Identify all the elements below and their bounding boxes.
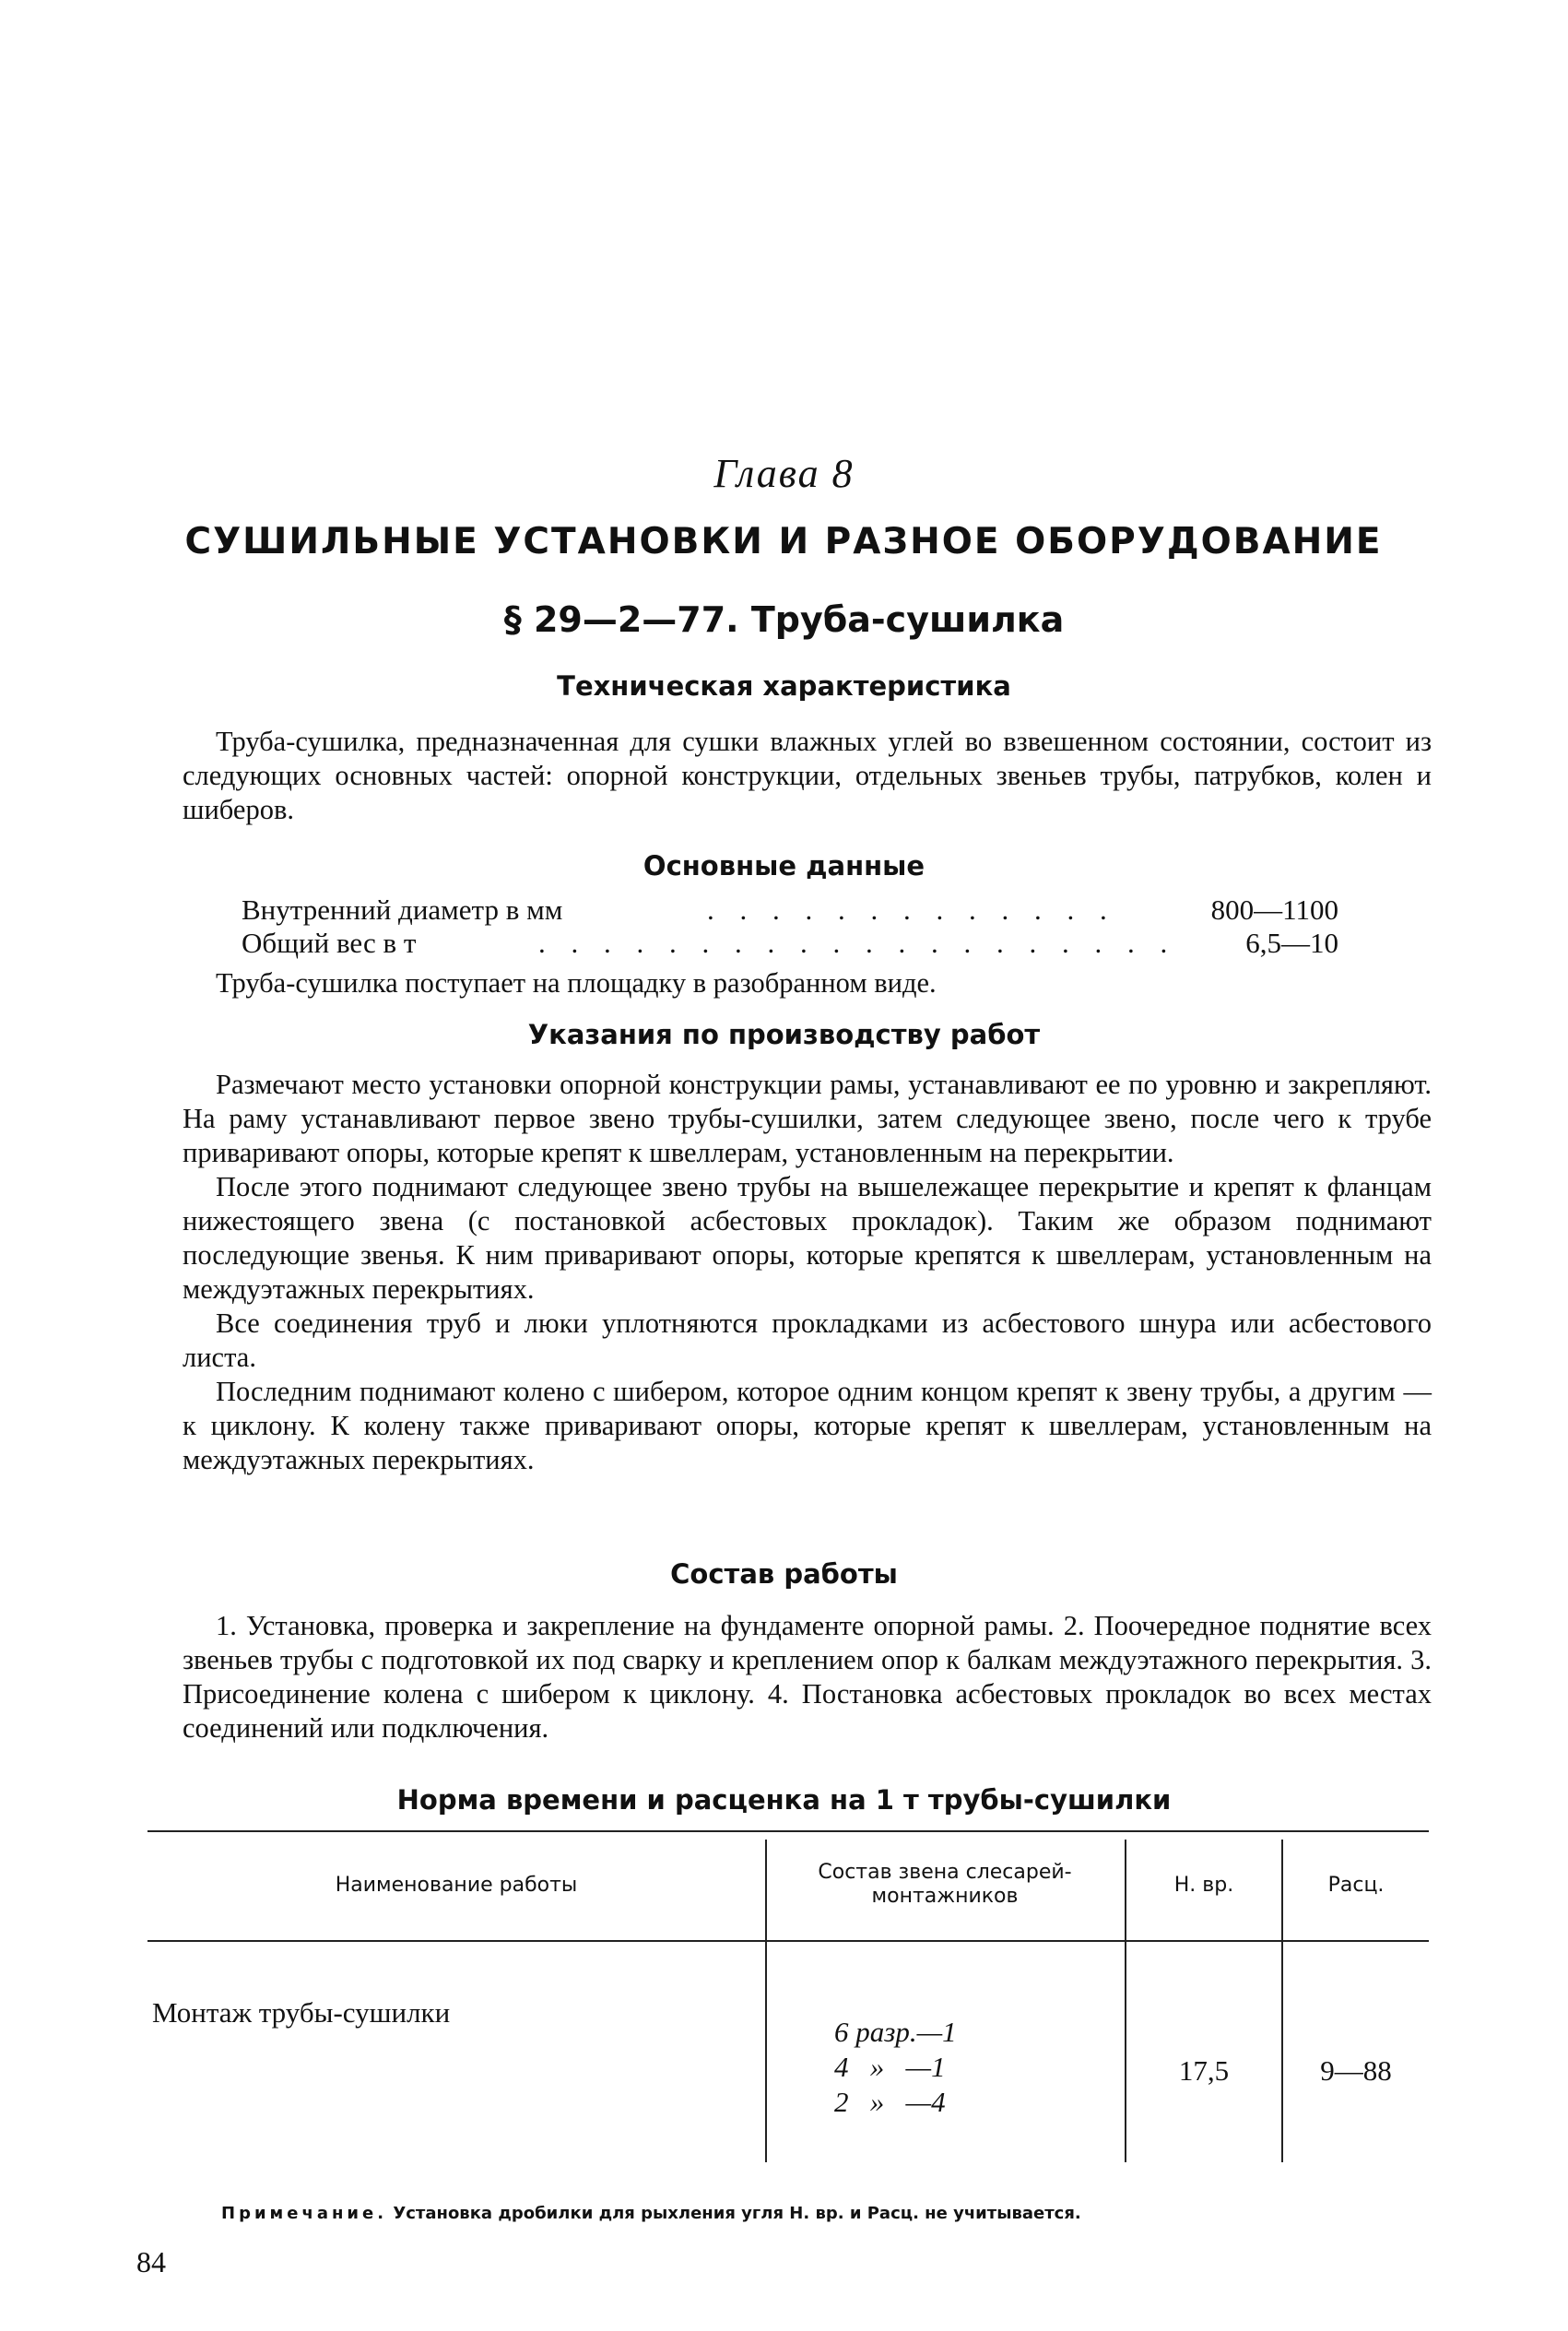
delivery-paragraph: [183, 966, 1432, 1000]
table-header-rule: [147, 1940, 1429, 1942]
data-row-diameter: [242, 893, 1338, 928]
tech-text: Труба-сушилка, предназначенная для сушки влажных углей во взвешенном состоянии, состоит из следующих основных частей: опорной конструкции, отдельных звеньев трубы, патрубков, колен и шиберов.: [183, 726, 1432, 825]
crew-line: 2 » —4: [834, 2086, 946, 2118]
crew-line: 4 » —1: [834, 2051, 946, 2083]
cell-work: Монтаж трубы-сушилки: [152, 1996, 451, 2029]
header-crew: Состав звена слесарей-монтажников: [818, 1861, 1072, 1908]
header-rate: Расц.: [1327, 1874, 1385, 1897]
table-note: [221, 2204, 1429, 2223]
note-label: Примечание.: [221, 2204, 388, 2223]
data-label: Общий вес в т: [242, 927, 417, 959]
table-top-rule: [147, 1830, 1429, 1832]
chapter-title: СУШИЛЬНЫЕ УСТАНОВКИ И РАЗНОЕ ОБОРУДОВАНИЕ: [184, 521, 1383, 562]
composition-text: 1. Установка, проверка и закрепление на фундаменте опорной рамы. 2. Поочередное поднятие всех звеньев трубы с подготовкой их под сварку и креплением опор к балкам междуэтажного перекрытия. 3. Присоединение колена с шибером к циклону. 4. Постановка асбестовых прокладок во всех местах соединений или подключения.: [183, 1610, 1432, 1744]
data-value: 6,5—10: [1245, 927, 1338, 959]
tech-paragraph: [183, 725, 1432, 827]
cell-rate: 9—88: [1320, 2054, 1392, 2087]
main-data-heading: Основные данные: [643, 850, 925, 882]
cell-crew: [834, 2015, 957, 2120]
tech-heading: Техническая характеристика: [557, 670, 1011, 702]
section-title: § 29—2—77. Труба-сушилка: [503, 599, 1065, 640]
table-column-divider: [765, 1840, 767, 2162]
leader-dots: . . . . . . . . . . . . . . . . . . . .: [538, 927, 1177, 959]
crew-line: 6 разр.—1: [834, 2016, 957, 2048]
instructions-paragraph: Все соединения труб и люки уплотняются прокладками из асбестового шнура или асбестового листа.: [183, 1307, 1432, 1373]
header-work: Наименование работы: [335, 1874, 578, 1897]
note-text: Установка дробилки для рыхления угля Н. вр. и Расц. не учитывается.: [393, 2204, 1081, 2223]
instructions-heading: Указания по производству работ: [527, 1019, 1041, 1050]
delivery-text: Труба-сушилка поступает на площадку в разобранном виде.: [216, 967, 937, 999]
chapter-heading: Глава 8: [713, 451, 855, 496]
header-time: Н. вр.: [1173, 1874, 1234, 1897]
instructions-paragraph: Размечают место установки опорной конструкции рамы, устанавливают ее по уровню и закрепляют. На раму устанавливают первое звено трубы-сушилки, затем следующее звено, после чего к трубе приваривают опоры, которые крепят к швеллерам, установленным на перекрытии.: [183, 1069, 1432, 1168]
composition-heading: Состав работы: [670, 1558, 898, 1590]
data-row-weight: [242, 926, 1338, 961]
data-value: 800—1100: [1210, 893, 1338, 926]
cell-time: 17,5: [1178, 2054, 1230, 2087]
composition-body: [183, 1609, 1432, 1745]
table-title: Норма времени и расценка на 1 т трубы-сушилки: [396, 1784, 1172, 1816]
leader-dots: . . . . . . . . . . . . .: [707, 893, 1116, 926]
instructions-body: [183, 1068, 1432, 1477]
instructions-paragraph: Последним поднимают колено с шибером, которое одним концом крепят к звену трубы, а другим — к циклону. К колену также приваривают опоры, которые крепят к швеллерам, установленным на междуэтажных перекрытиях.: [183, 1376, 1432, 1475]
instructions-paragraph: После этого поднимают следующее звено трубы на вышележащее перекрытие и крепят к фланцам нижестоящего звена (с постановкой асбестовых прокладок). Таким же образом поднимают последующие звенья. К ним приваривают опоры, которые крепятся к швеллерам, установленным на междуэтажных перекрытиях.: [183, 1171, 1432, 1305]
page-number: 84: [136, 2245, 166, 2278]
data-label: Внутренний диаметр в мм: [242, 893, 563, 926]
